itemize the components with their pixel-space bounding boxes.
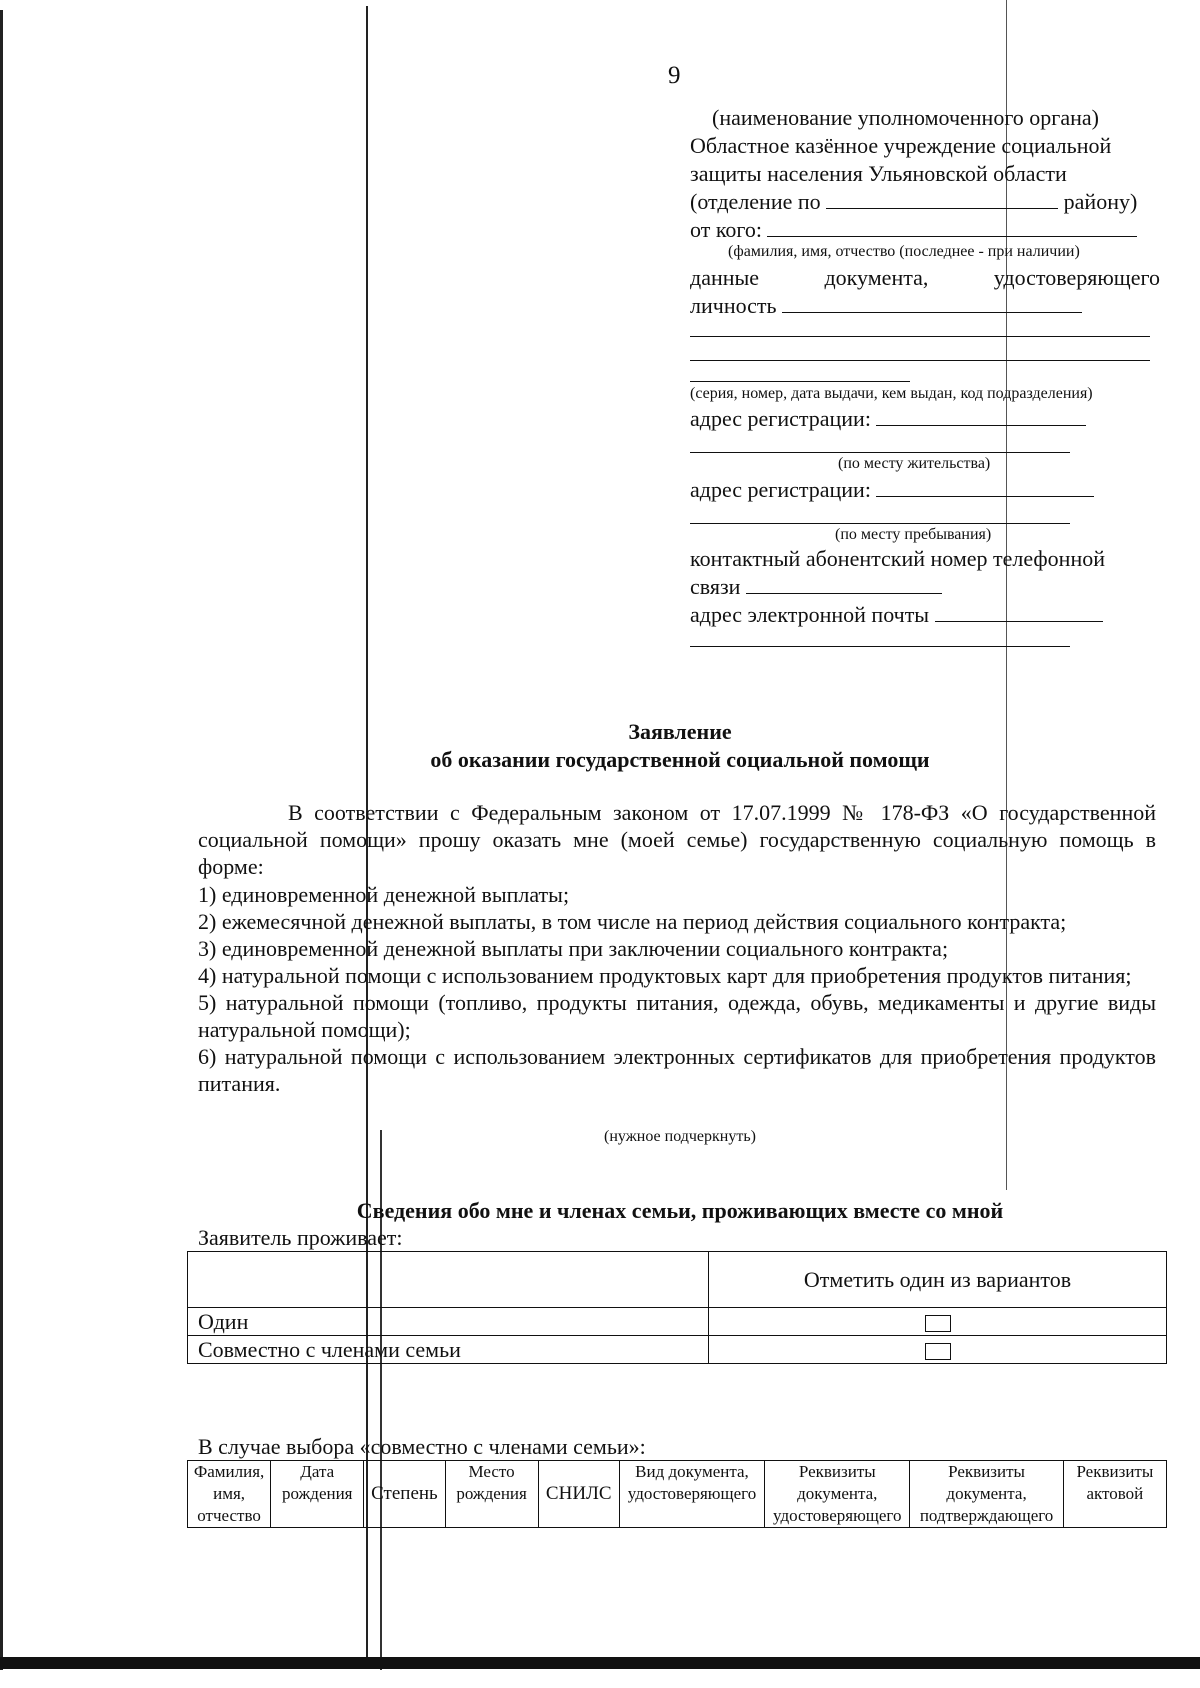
email-field[interactable] <box>935 601 1103 622</box>
from-line <box>690 216 1160 244</box>
branch-line <box>690 188 1160 216</box>
phone-line2 <box>690 573 1160 601</box>
phone-line1: контактный абонентский номер телефонной <box>690 546 1105 571</box>
assistance-item-1[interactable]: 1) единовременной денежной выплаты; <box>198 882 570 907</box>
email-label: адрес электронной почты <box>690 602 930 627</box>
intro-paragraph <box>198 799 1156 880</box>
assistance-item-6[interactable]: 6) натуральной помощи с использованием электронных сертификатов для приобретения продуктов питания. <box>198 1044 1156 1096</box>
table-header-row <box>188 1461 1167 1528</box>
stay-addr-note: (по месту пребывания) <box>835 526 992 543</box>
col-header-civil-record-details: Реквизиты актовой <box>1063 1461 1166 1528</box>
reg-addr-note: (по месту жительства) <box>838 455 991 472</box>
authority-note: (наименование уполномоченного органа) <box>712 105 1099 130</box>
stay-addr-line <box>690 476 1160 504</box>
id-doc-field-line4[interactable] <box>690 381 910 382</box>
family-members-table <box>187 1460 1167 1528</box>
table-row <box>188 1308 1167 1336</box>
reg-addr-line <box>690 405 1160 433</box>
col-header-confirm-doc-details: Реквизиты документа, подтверждающего <box>910 1461 1063 1528</box>
branch-field[interactable] <box>826 188 1058 209</box>
table-cell <box>188 1252 709 1308</box>
id-doc-line2 <box>690 292 1160 320</box>
id-doc-label: личность <box>690 293 777 318</box>
org-name-line1: Областное казённое учреждение социальной <box>690 133 1112 158</box>
assistance-item-5[interactable]: 5) натуральной помощи (топливо, продукты питания, одежда, обувь, медикаменты и другие виды натуральной помощи); <box>198 990 1156 1042</box>
page-number: 9 <box>668 62 681 89</box>
table-row <box>188 1252 1167 1308</box>
document-title: Заявление <box>628 719 732 744</box>
id-doc-note: (серия, номер, дата выдачи, кем выдан, код подразделения) <box>690 385 1093 402</box>
reg-addr-field-line2[interactable] <box>690 452 1070 453</box>
col-header-birth-date: Дата рождения <box>271 1461 364 1528</box>
underline-note: (нужное подчеркнуть) <box>604 1128 756 1145</box>
stay-addr-label: адрес регистрации: <box>690 477 871 502</box>
col-header-birth-place: Место рождения <box>445 1461 538 1528</box>
reg-addr-label: адрес регистрации: <box>690 406 871 431</box>
table-cell <box>709 1308 1167 1336</box>
choice-header: Отметить один из вариантов <box>709 1252 1167 1308</box>
assistance-list <box>198 881 1156 1097</box>
id-doc-field-line2[interactable] <box>690 336 1150 337</box>
assistance-item-4[interactable]: 4) натуральной помощи с использованием продуктовых карт для приобретения продуктов питания; <box>198 963 1132 988</box>
scan-bottom-edge <box>0 1657 1200 1669</box>
col-header-snils: СНИЛС <box>538 1461 619 1528</box>
phone-field[interactable] <box>746 573 942 594</box>
stay-addr-field[interactable] <box>876 476 1094 497</box>
id-doc-field-line3[interactable] <box>690 360 1150 361</box>
email-line <box>690 601 1160 629</box>
col-header-relation: Степень <box>364 1461 445 1528</box>
from-field[interactable] <box>767 216 1137 237</box>
intro-text: В соответствии с Федеральным законом от 17.07.1999 № 178-ФЗ «О государственной социальной помощи» прошу оказать мне (моей семье) государственную социальную помощь в форме: <box>198 800 1156 879</box>
stay-addr-field-line2[interactable] <box>690 523 1070 524</box>
col-header-id-doc-details: Реквизиты документа, удостоверяющего <box>765 1461 910 1528</box>
table-row <box>188 1336 1167 1364</box>
name-note: (фамилия, имя, отчество (последнее - при наличии) <box>728 243 1080 260</box>
option-alone-checkbox[interactable] <box>925 1315 951 1332</box>
from-label: от кого: <box>690 217 762 242</box>
together-label: В случае выбора «совместно с членами семьи»: <box>198 1434 646 1459</box>
reg-addr-field[interactable] <box>876 405 1086 426</box>
scan-edge-line <box>0 10 3 1670</box>
id-doc-field[interactable] <box>782 292 1082 313</box>
living-arrangement-table <box>187 1251 1167 1364</box>
id-doc-line1: данные документа, удостоверяющего <box>690 265 1160 290</box>
branch-suffix: району) <box>1063 189 1138 214</box>
org-name-line2: защиты населения Ульяновской области <box>690 161 1067 186</box>
table-cell <box>709 1336 1167 1364</box>
option-family-label: Совместно с членами семьи <box>188 1336 709 1364</box>
col-header-id-doc-type: Вид документа, удостоверяющего <box>619 1461 764 1528</box>
document-subtitle: об оказании государственной социальной помощи <box>430 747 930 772</box>
phone-label: связи <box>690 574 741 599</box>
lives-label: Заявитель проживает: <box>198 1225 403 1250</box>
option-family-checkbox[interactable] <box>925 1343 951 1360</box>
branch-prefix: (отделение по <box>690 189 821 214</box>
col-header-full-name: Фамилия, имя, отчество <box>188 1461 271 1528</box>
family-section-title: Сведения обо мне и членах семьи, проживающих вместе со мной <box>356 1198 1004 1223</box>
option-alone-label: Один <box>188 1308 709 1336</box>
assistance-item-2[interactable]: 2) ежемесячной денежной выплаты, в том числе на период действия социального контракта; <box>198 909 1067 934</box>
email-field-line2[interactable] <box>690 646 1070 647</box>
assistance-item-3[interactable]: 3) единовременной денежной выплаты при заключении социального контракта; <box>198 936 949 961</box>
